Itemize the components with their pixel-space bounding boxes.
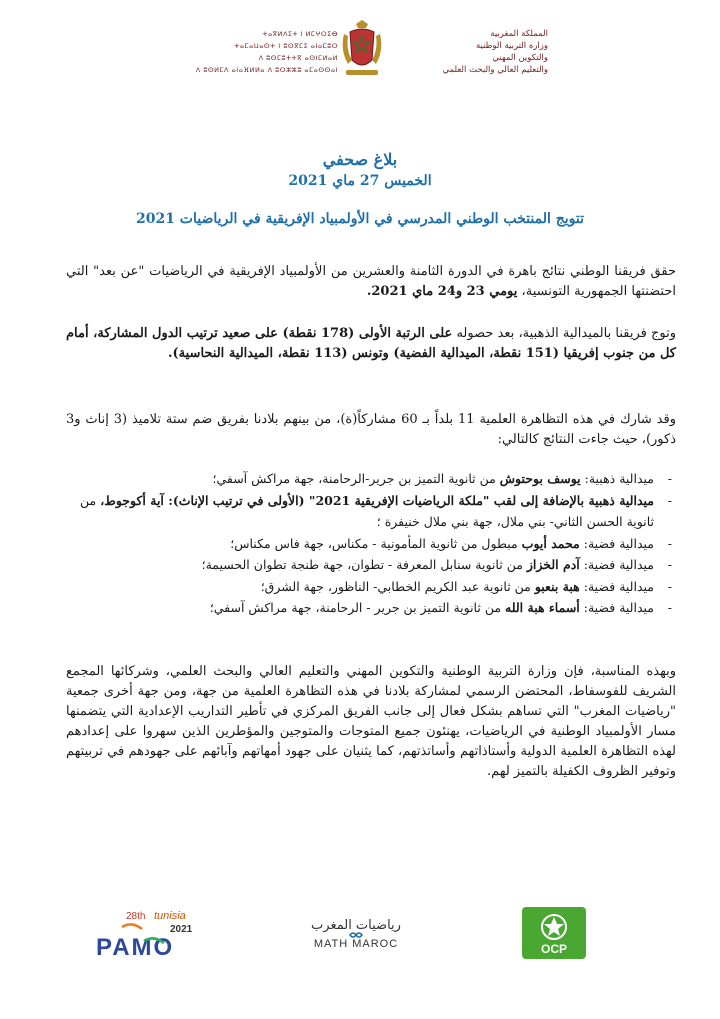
letterhead — [0, 20, 720, 110]
results-list — [66, 468, 676, 619]
document-title: بلاغ صحفي — [322, 150, 398, 169]
list-item: - ميدالية فضية: أسماء هبة الله من ثانوية التميز بن جرير - الرحامنة، جهة مراكش آسفي؛ — [209, 600, 672, 615]
paragraph-participation: وقد شارك في هذه التظاهرة العلمية 11 بلداً بـ 60 مشاركاً(ة)، من بينهم بلادنا بفريق ضم ستة تلاميذ (3 إناث و3 ذكور)، حيث جاءت النتائج كالتالي: — [66, 412, 676, 447]
math-maroc-arabic: رياضيات المغرب — [311, 918, 401, 933]
pamo-name: PAMO — [96, 934, 175, 961]
student-name: أسماء هبة الله — [505, 600, 580, 615]
ministry-ar-line: وزارة التربية الوطنية — [475, 41, 548, 51]
ministry-ar-line: المملكة المغربية — [490, 29, 548, 39]
ministry-ar-line: والتعليم العالي والبحث العلمي — [442, 65, 548, 75]
paragraph-ranking — [66, 324, 676, 364]
pamo-host: tunisia — [154, 910, 186, 922]
medal-label: ميدالية فضية: — [579, 535, 654, 551]
intro-dates: يومي 23 و24 ماي 2021. — [366, 284, 518, 299]
student-name: محمد أيوب — [521, 535, 580, 551]
ministry-tf-line: ⴷ ⵓⵙⵍⵎⴷ ⴰⵏⴰⴼⵍⵍⴰ ⴷ ⵓⵔⵣⵣⵓ ⴰⵎⴰⵙⵙⴰⵏ — [195, 66, 338, 74]
ministry-tf-line: ⴷ ⵓⵙⵎⵓⵜⵜⴳ ⴰⵙⵏⵎⵍⴰⵍ — [258, 54, 338, 62]
student-name: آدم الخزاز — [526, 557, 580, 572]
ocp-logo — [514, 905, 594, 961]
moroccan-coat-of-arms-emblem — [338, 20, 386, 80]
medal-label: ميدالية فضية: — [579, 557, 654, 572]
ranking-details: على الرتبة الأولى (178 نقطة) على صعيد ترتيب الدول المشاركة، أمام كل من جنوب إفريقيا (151 نقطة، الميدالية الفضية) وتونس (113 نقطة، الميدالية النحاسية). — [66, 326, 676, 361]
list-item: - ميدالية ذهبية: يوسف بوحتوش من ثانوية التميز بن جرير-الرحامنة، جهة مراكش آسفي؛ — [212, 471, 672, 486]
list-item: - ميدالية فضية: هبة بنعبو من ثانوية عبد الكريم الخطابي- الناظور، جهة الشرق؛ — [260, 578, 672, 594]
paragraph-thanks: وبهذه المناسبة، فإن وزارة التربية الوطنية والتكوين المهني والتعليم العالي والبحث العلمي، وشركائها المجمع الشريف للفوسفاط، المحتضن الرسمي لمشاركة بلادنا في هذه التظاهرة العلمية من جهة، ومن جهة أخرى جمعية "رياضيات المغرب" التي تساهم بشكل فعال إلى جانب الفريق المركزي في تأطير التداريب الإعدادية التي يتضمنها مسار الأولمبياد الوطنية في الرياضيات، يهنئون جميع المتوجات والمتوجين والمؤطرين الذين سهروا على إعدادهم لهذه التظاهرة العلمية الدولية وأستاذاتهم وأساتذتهم، كما يثنيان على جهود أمهاتهم وآبائهم على جهودهم في تربيتهم وتوفير الظروف الكفيلة بالتميز لهم. — [66, 664, 676, 779]
school-info: من ثانوية التميز بن جرير - الرحامنة، جهة مراكش آسفي؛ — [209, 600, 506, 615]
student-name: هبة بنعبو — [534, 578, 580, 594]
list-item: - ميدالية فضية: آدم الخزاز من ثانوية سنابل المعرفة - تطوان، جهة طنجة تطوان الحسيمة؛ — [201, 557, 672, 572]
student-name: يوسف بوحتوش — [499, 471, 581, 486]
math-maroc-latin: MATH MAROC — [313, 938, 399, 950]
ministry-ar-line: والتكوين المهني — [492, 53, 548, 63]
medal-label: ميدالية فضية: — [579, 578, 654, 594]
list-item: - ميدالية فضية: محمد أيوب مبطول من ثانوية المأمونية - مكناس، جهة فاس مكناس؛ — [230, 535, 672, 551]
ministry-tf-line: ⵜⴰⵎⴰⵡⴰⵙⵜ ⵏ ⵓⵙⴳⵎⵉ ⴰⵏⴰⵎⵓⵔ — [234, 42, 338, 50]
intro-text: حقق فريقنا الوطني نتائج باهرة في الدورة الثامنة والعشرين من الأولمبياد الإفريقية في الرياضيات "عن بعد" التي احتضنتها الجمهورية التونسية، — [66, 264, 676, 299]
paragraph-intro — [66, 262, 676, 302]
medal-label: ميدالية فضية: — [579, 600, 654, 615]
medal-label: ميدالية ذهبية: — [580, 471, 654, 486]
document-headline: تتويج المنتخب الوطني المدرسي في الأولمبياد الإفريقية في الرياضيات 2021 — [135, 211, 585, 227]
list-item: - ميدالية ذهبية بالإضافة إلى لقب "ملكة الرياضيات الإفريقية 2021" (الأولى في ترتيب الإناث): آية أكوجوط، من ثانوية الحسن الثاني- بني ملال، جهة بني ملال خنيفرة ؛ — [80, 492, 672, 529]
student-name: ميدالية ذهبية بالإضافة إلى لقب "ملكة الرياضيات الإفريقية 2021" (الأولى في ترتيب الإناث): آية أكوجوط، — [100, 492, 654, 508]
pamo-year: 2021 — [170, 924, 193, 935]
ranking-text: وتوج فريقنا بالميدالية الذهبية، بعد حصوله — [452, 326, 677, 341]
ministry-tf-line: ⵜⴰⴳⵍⴷⵉⵜ ⵏ ⵍⵎⵖⵔⵉⴱ — [262, 30, 338, 38]
partner-logos — [0, 905, 720, 965]
school-info: مبطول من ثانوية المأمونية - مكناس، جهة فاس مكناس؛ — [230, 535, 522, 551]
document-date: الخميس 27 ماي 2021 — [288, 173, 432, 189]
ministry-name-tifinagh — [188, 28, 338, 76]
pamo-logo — [92, 905, 222, 961]
school-info: من ثانوية سنابل المعرفة - تطوان، جهة طنجة تطوان الحسيمة؛ — [201, 557, 527, 572]
ocp-name: OCP — [540, 942, 568, 956]
school-info: من ثانوية التميز بن جرير-الرحامنة، جهة مراكش آسفي؛ — [212, 471, 500, 486]
school-info: من ثانوية عبد الكريم الخطابي- الناظور، جهة الشرق؛ — [260, 578, 535, 594]
school-info: من ثانوية الحسن الثاني- بني ملال، جهة بني ملال خنيفرة ؛ — [80, 492, 654, 529]
ministry-name-arabic — [398, 28, 548, 76]
pamo-edition: 28th — [126, 911, 146, 922]
math-maroc-logo — [296, 911, 416, 957]
